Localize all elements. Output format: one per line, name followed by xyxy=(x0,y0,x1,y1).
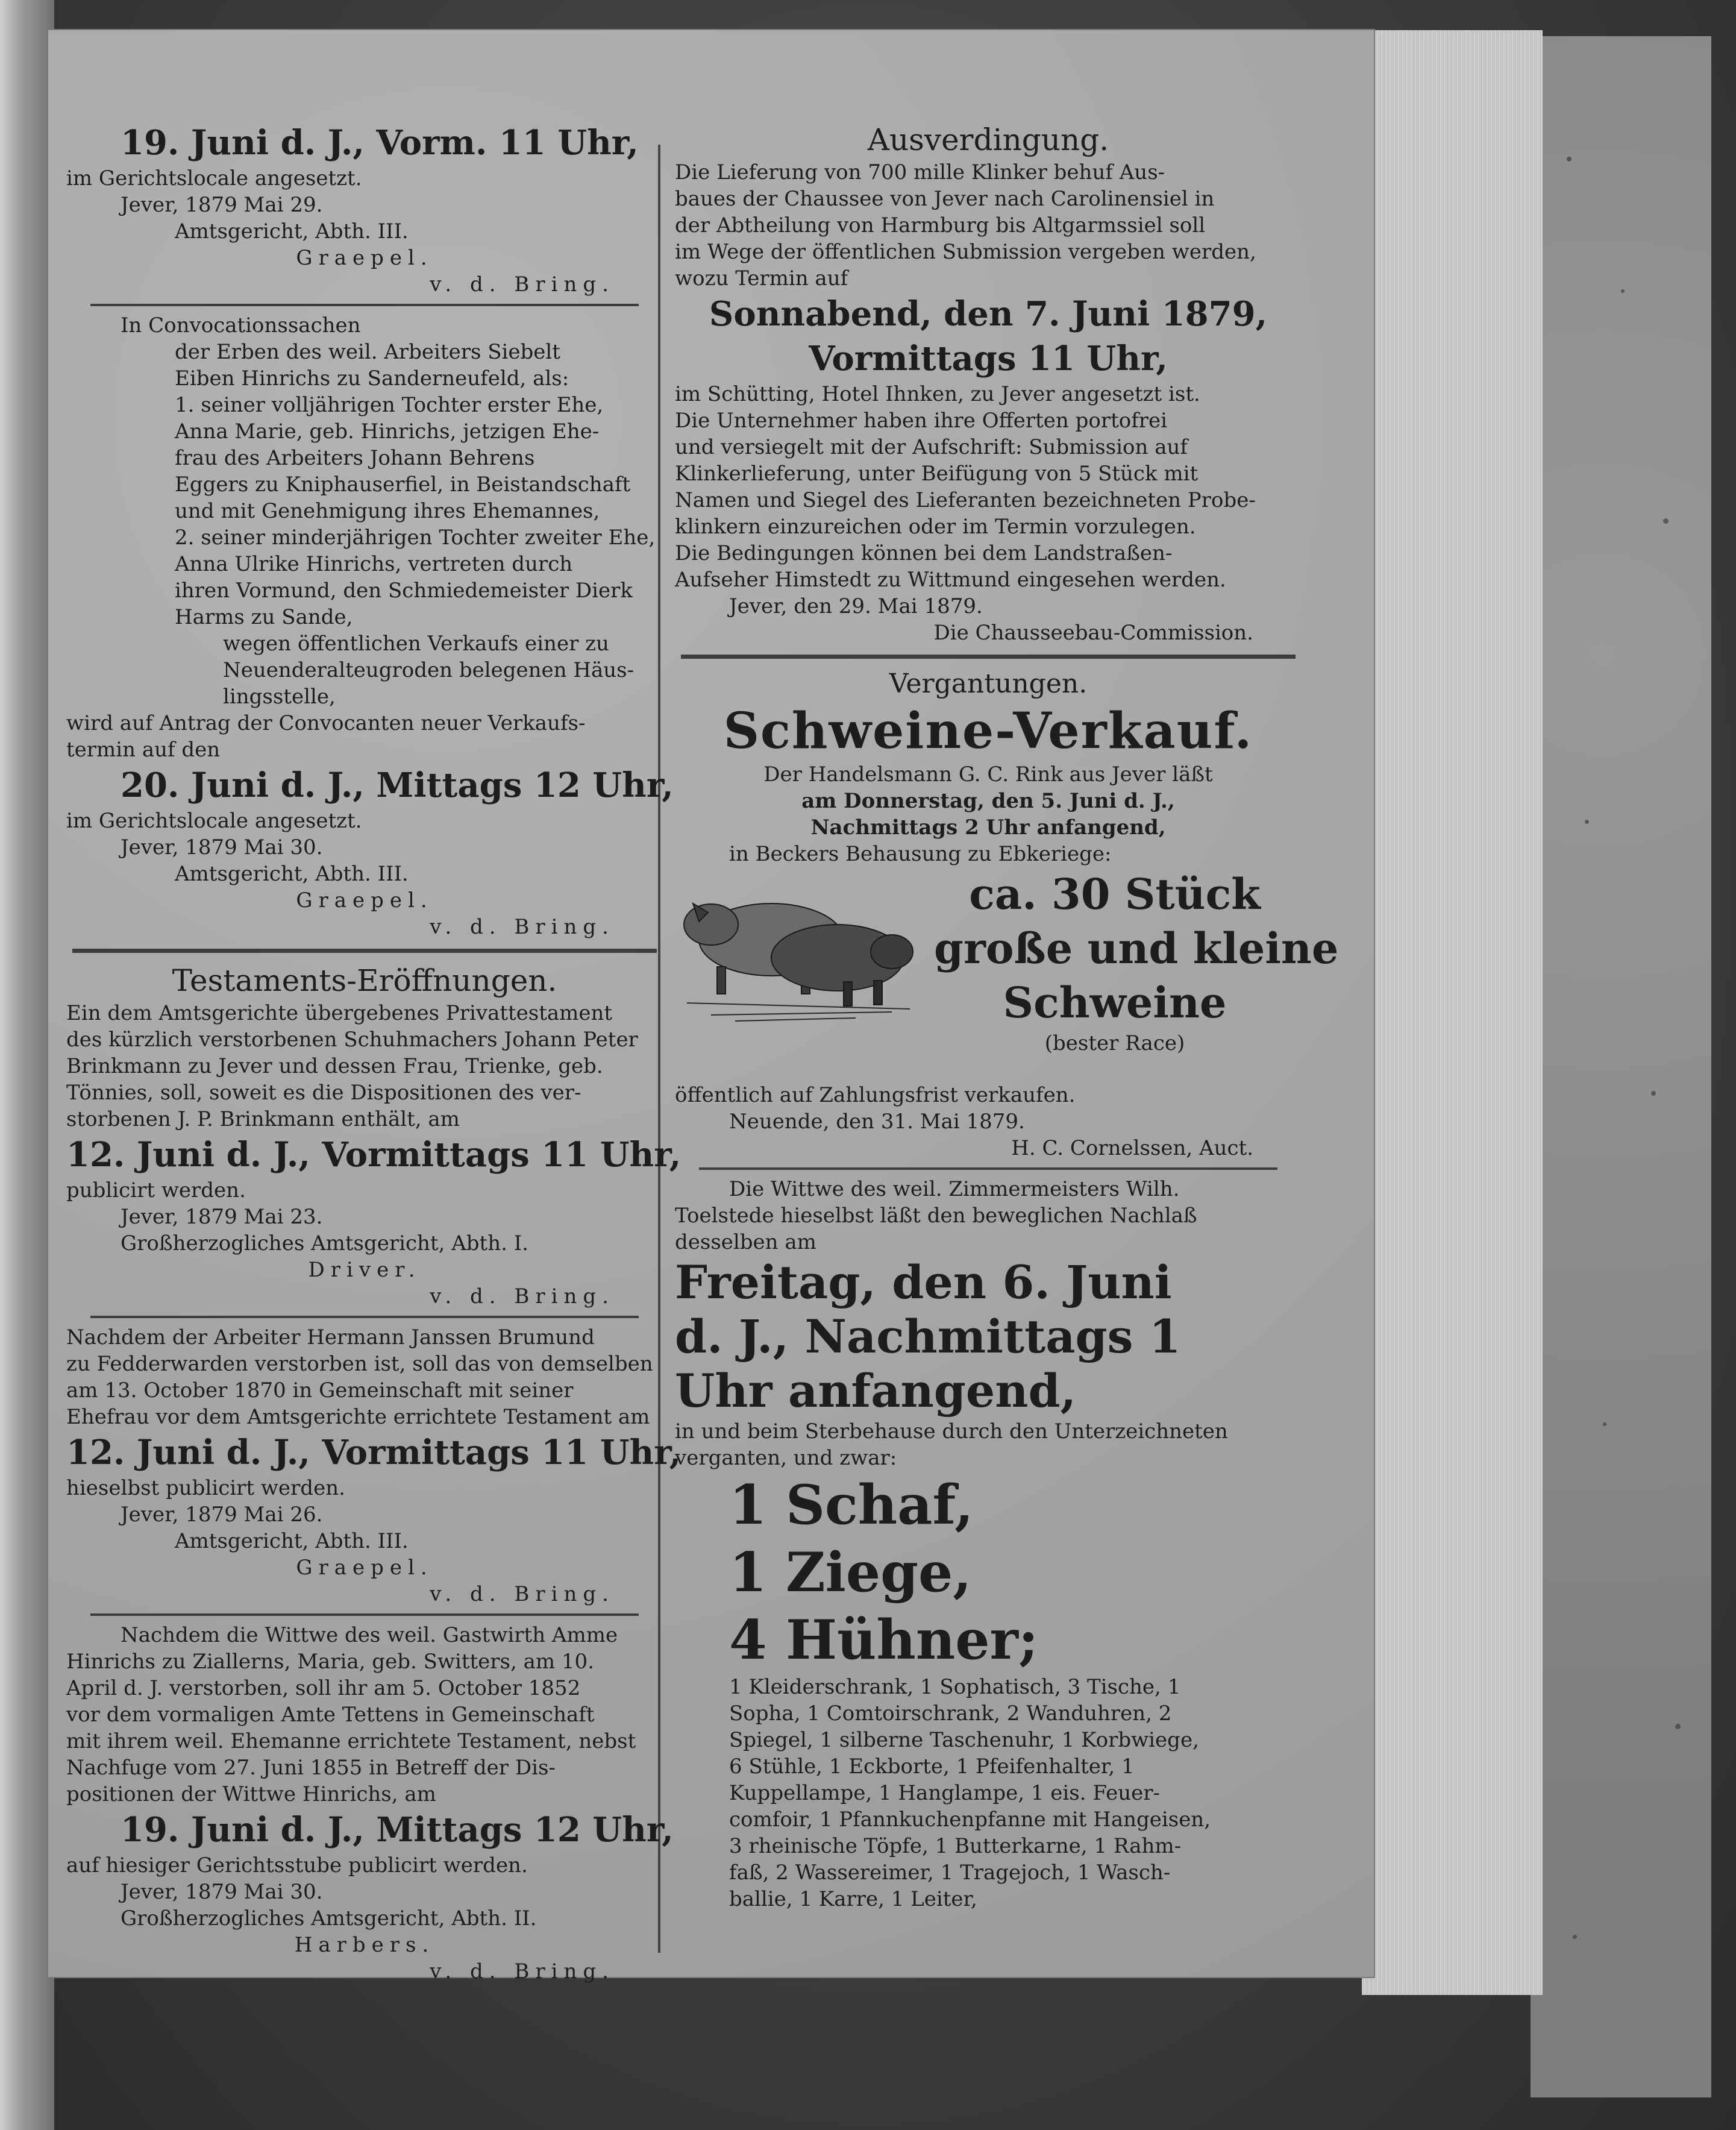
text-line: In Convocationssachen xyxy=(121,313,361,338)
separator xyxy=(90,1613,639,1616)
text-line: der Erben des weil. Arbeiters Siebelt xyxy=(175,340,560,364)
text-line: Die Lieferung von 700 mille Klinker behuf Aus- xyxy=(675,160,1165,184)
text-line: Hinrichs zu Ziallerns, Maria, geb. Switters, am 10. xyxy=(66,1650,594,1674)
pig-illustration-icon xyxy=(675,867,916,1030)
notice-4-date: 12. Juni d. J., Vormittags 11 Uhr, xyxy=(66,1433,682,1472)
text-line: auf hiesiger Gerichtsstube publicirt werden. xyxy=(66,1853,528,1877)
ausverdingung-date: Sonnabend, den 7. Juni 1879, xyxy=(709,294,1268,334)
text-line: Anna Ulrike Hinrichs, vertreten durch xyxy=(175,552,573,576)
notice-3-date: 12. Juni d. J., Vormittags 11 Uhr, xyxy=(66,1135,682,1175)
nachlass-date: Freitag, den 6. Juni xyxy=(675,1255,1172,1309)
text-line: in Beckers Behausung zu Ebkeriege: xyxy=(729,842,1112,866)
text-line: Toelstede hieselbst läßt den beweglichen Nachlaß xyxy=(675,1204,1197,1228)
text-line: wird auf Antrag der Convocanten neuer Verkaufs- xyxy=(66,711,586,735)
text-line: Die Bedingungen können bei dem Landstraßen- xyxy=(675,541,1173,565)
text-line: ballie, 1 Karre, 1 Leiter, xyxy=(729,1887,977,1911)
text-line: vor dem vormaligen Amte Tettens in Gemeinschaft xyxy=(66,1703,595,1727)
newspaper-page xyxy=(48,30,1374,1984)
text-line: und versiegelt mit der Aufschrift: Submission auf xyxy=(675,435,1188,459)
nachlass-date: Uhr anfangend, xyxy=(675,1364,1077,1418)
pig-illustration-row xyxy=(675,867,1339,1055)
text-line: der Abtheilung von Harmburg bis Altgarmssiel soll xyxy=(675,213,1206,237)
nachlass-date: d. J., Nachmittags 1 xyxy=(675,1310,1181,1363)
notice-5-date: 19. Juni d. J., Mittags 12 Uhr, xyxy=(121,1810,674,1850)
text-line: desselben am xyxy=(675,1230,816,1254)
text-line: Nachmittags 2 Uhr anfangend, xyxy=(810,815,1166,840)
separator xyxy=(699,1167,1277,1170)
text-line: Eiben Hinrichs zu Sanderneufeld, als: xyxy=(175,366,569,391)
text-line: Großherzogliches Amtsgericht, Abth. I. xyxy=(121,1231,528,1255)
text-line: Der Handelsmann G. C. Rink aus Jever läßt xyxy=(763,762,1213,787)
text-line: Brinkmann zu Jever und dessen Frau, Trienke, geb. xyxy=(66,1054,603,1078)
text-line: wegen öffentlichen Verkaufs einer zu xyxy=(223,632,609,656)
item-chickens: 4 Hühner; xyxy=(729,1608,1039,1672)
pig-count: ca. 30 Stück xyxy=(969,869,1261,919)
signature: Graepel. xyxy=(296,246,433,270)
text-line: Die Unternehmer haben ihre Offerten portofrei xyxy=(675,409,1168,433)
text-line: Amtsgericht, Abth. III. xyxy=(175,862,409,886)
ausverdingung-time: Vormittags 11 Uhr, xyxy=(809,339,1168,379)
text-line: 1 Kleiderschrank, 1 Sophatisch, 3 Tische, 1 xyxy=(729,1675,1181,1699)
text-line: 2. seiner minderjährigen Tochter zweiter Ehe, xyxy=(175,526,656,550)
text-line: Die Wittwe des weil. Zimmermeisters Wilh. xyxy=(729,1177,1180,1201)
pig-text xyxy=(934,867,1339,1057)
text-line: des kürzlich verstorbenen Schuhmachers Johann Peter xyxy=(66,1028,638,1052)
page-stack-edges xyxy=(1362,30,1543,1995)
signature: v. d. Bring. xyxy=(430,915,615,939)
text-line: Eggers zu Kniphauserfiel, in Beistandschaft xyxy=(175,473,631,497)
text-line: hieselbst publicirt werden. xyxy=(66,1476,345,1500)
text-line: öffentlich auf Zahlungsfrist verkaufen. xyxy=(675,1083,1076,1107)
separator xyxy=(90,1316,639,1318)
signature: Graepel. xyxy=(296,888,433,913)
notice-5 xyxy=(66,1622,674,1985)
signature: Graepel. xyxy=(296,1556,433,1580)
signature: Harbers. xyxy=(294,1933,435,1957)
notice-ausverdingung xyxy=(675,121,1302,646)
ausverdingung-heading: Ausverdingung. xyxy=(867,122,1109,157)
signature: v. d. Bring. xyxy=(430,272,615,297)
text-line: Neuenderalteugroden belegenen Häus- xyxy=(223,658,635,682)
text-line: comfoir, 1 Pfannkuchenpfanne mit Hangeisen, xyxy=(729,1808,1211,1832)
signature: H. C. Cornelssen, Auct. xyxy=(1011,1136,1253,1160)
text-line: Aufseher Himstedt zu Wittmund eingesehen werden. xyxy=(675,568,1226,592)
text-line: Ein dem Amtsgerichte übergebenes Privattestament xyxy=(66,1001,613,1025)
text-line: am Donnerstag, den 5. Juni d. J., xyxy=(801,789,1175,813)
pig-race: (bester Race) xyxy=(1044,1031,1185,1055)
text-line: Klinkerlieferung, unter Beifügung von 5 Stück mit xyxy=(675,462,1199,486)
text-line: Neuende, den 31. Mai 1879. xyxy=(729,1110,1025,1134)
text-line: Harms zu Sande, xyxy=(175,605,353,629)
separator xyxy=(72,949,657,953)
schweine-heading: Schweine-Verkauf. xyxy=(723,702,1253,760)
text-line: Kuppellampe, 1 Hanglampe, 1 eis. Feuer- xyxy=(729,1781,1160,1805)
text-line: baues der Chaussee von Jever nach Carolinensiel in xyxy=(675,187,1215,211)
signature: v. d. Bring. xyxy=(430,1582,615,1606)
text-line: am 13. October 1870 in Gemeinschaft mit seiner xyxy=(66,1378,574,1403)
text-line: verganten, und zwar: xyxy=(675,1446,897,1470)
notice-3 xyxy=(66,961,682,1310)
text-line: faß, 2 Wassereimer, 1 Tragejoch, 1 Wasch- xyxy=(729,1861,1171,1885)
text-line: Namen und Siegel des Lieferanten bezeichneten Probe- xyxy=(675,488,1256,512)
signature: Driver. xyxy=(308,1258,421,1282)
text-line: im Wege der öffentlichen Submission vergeben werden, xyxy=(675,240,1256,264)
text-line: klinkern einzureichen oder im Termin vorzulegen. xyxy=(675,515,1196,539)
text-line: lingsstelle, xyxy=(223,685,336,709)
right-column xyxy=(675,122,1339,1912)
notice-1 xyxy=(66,121,663,298)
text-line: Jever, 1879 Mai 29. xyxy=(121,193,323,217)
text-line: Jever, 1879 Mai 26. xyxy=(121,1503,323,1527)
previous-page-edge xyxy=(0,0,54,2130)
signature: v. d. Bring. xyxy=(430,1284,615,1308)
pig-word: Schweine xyxy=(1003,978,1227,1028)
text-line: mit ihrem weil. Ehemanne errichtete Testament, nebst xyxy=(66,1729,636,1753)
text-line: im Gerichtslocale angesetzt. xyxy=(66,809,362,833)
text-line: Tönnies, soll, soweit es die Dispositionen des ver- xyxy=(66,1081,581,1105)
text-line: zu Fedderwarden verstorben ist, soll das von demselben xyxy=(66,1352,653,1376)
text-line: 1. seiner volljährigen Tochter erster Ehe, xyxy=(175,393,604,417)
text-line: Amtsgericht, Abth. III. xyxy=(175,1529,409,1553)
text-line: Spiegel, 1 silberne Taschenuhr, 1 Korbwiege, xyxy=(729,1728,1199,1752)
text-line: Großherzogliches Amtsgericht, Abth. II. xyxy=(121,1906,537,1931)
notice-3-heading: Testaments-Eröffnungen. xyxy=(172,963,557,998)
text-line: Jever, den 29. Mai 1879. xyxy=(729,594,983,618)
text-line: frau des Arbeiters Johann Behrens xyxy=(175,446,535,470)
notice-nachlass xyxy=(675,1176,1302,1912)
text-line: termin auf den xyxy=(66,738,221,762)
signature: v. d. Bring. xyxy=(430,1959,615,1984)
separator xyxy=(90,304,639,306)
pig-size: große und kleine xyxy=(934,923,1339,973)
notice-1-date: 19. Juni d. J., Vorm. 11 Uhr, xyxy=(121,123,639,163)
text-line: positionen der Wittwe Hinrichs, am xyxy=(66,1782,436,1806)
text-line: April d. J. verstorben, soll ihr am 5. October 1852 xyxy=(66,1676,581,1700)
notice-2 xyxy=(66,312,674,940)
text-line: Anna Marie, geb. Hinrichs, jetzigen Ehe- xyxy=(175,419,600,444)
text-line: 3 rheinische Töpfe, 1 Butterkarne, 1 Rahm- xyxy=(729,1834,1182,1858)
item-goat: 1 Ziege, xyxy=(729,1541,972,1604)
text-line: und mit Genehmigung ihres Ehemannes, xyxy=(175,499,600,523)
text-line: Jever, 1879 Mai 30. xyxy=(121,1880,323,1904)
text-line: Amtsgericht, Abth. III. xyxy=(175,219,409,243)
text-line: im Gerichtslocale angesetzt. xyxy=(66,166,362,190)
text-line: publicirt werden. xyxy=(66,1178,246,1202)
separator xyxy=(681,655,1296,659)
signature: Die Chausseebau-Commission. xyxy=(933,621,1253,645)
left-column xyxy=(66,123,682,1985)
text-line: Sopha, 1 Comtoirschrank, 2 Wanduhren, 2 xyxy=(729,1701,1172,1726)
text-line: ihren Vormund, den Schmiedemeister Dierk xyxy=(175,579,633,603)
text-line: in und beim Sterbehause durch den Unterzeichneten xyxy=(675,1419,1228,1444)
item-sheep: 1 Schaf, xyxy=(729,1473,974,1537)
text-line: Nachdem die Wittwe des weil. Gastwirth Amme xyxy=(121,1623,618,1647)
text-line: Jever, 1879 Mai 30. xyxy=(121,835,323,859)
notice-4 xyxy=(66,1324,682,1607)
book-cover xyxy=(1531,36,1711,2097)
notice-schweine xyxy=(675,667,1339,1161)
text-line: wozu Termin auf xyxy=(675,266,848,291)
text-line: Nachdem der Arbeiter Hermann Janssen Brumund xyxy=(66,1325,595,1349)
text-line: Jever, 1879 Mai 23. xyxy=(121,1205,323,1229)
notice-2-date: 20. Juni d. J., Mittags 12 Uhr, xyxy=(121,765,674,805)
section-heading-vergantungen: Vergantungen. xyxy=(889,668,1088,699)
text-line: Ehefrau vor dem Amtsgerichte errichtete Testament am xyxy=(66,1405,650,1429)
text-line: storbenen J. P. Brinkmann enthält, am xyxy=(66,1107,460,1131)
text-line: Nachfuge vom 27. Juni 1855 in Betreff der Dis- xyxy=(66,1756,556,1780)
text-line: 6 Stühle, 1 Eckborte, 1 Pfeifenhalter, 1 xyxy=(729,1755,1135,1779)
text-line: im Schütting, Hotel Ihnken, zu Jever angesetzt ist. xyxy=(675,382,1200,406)
